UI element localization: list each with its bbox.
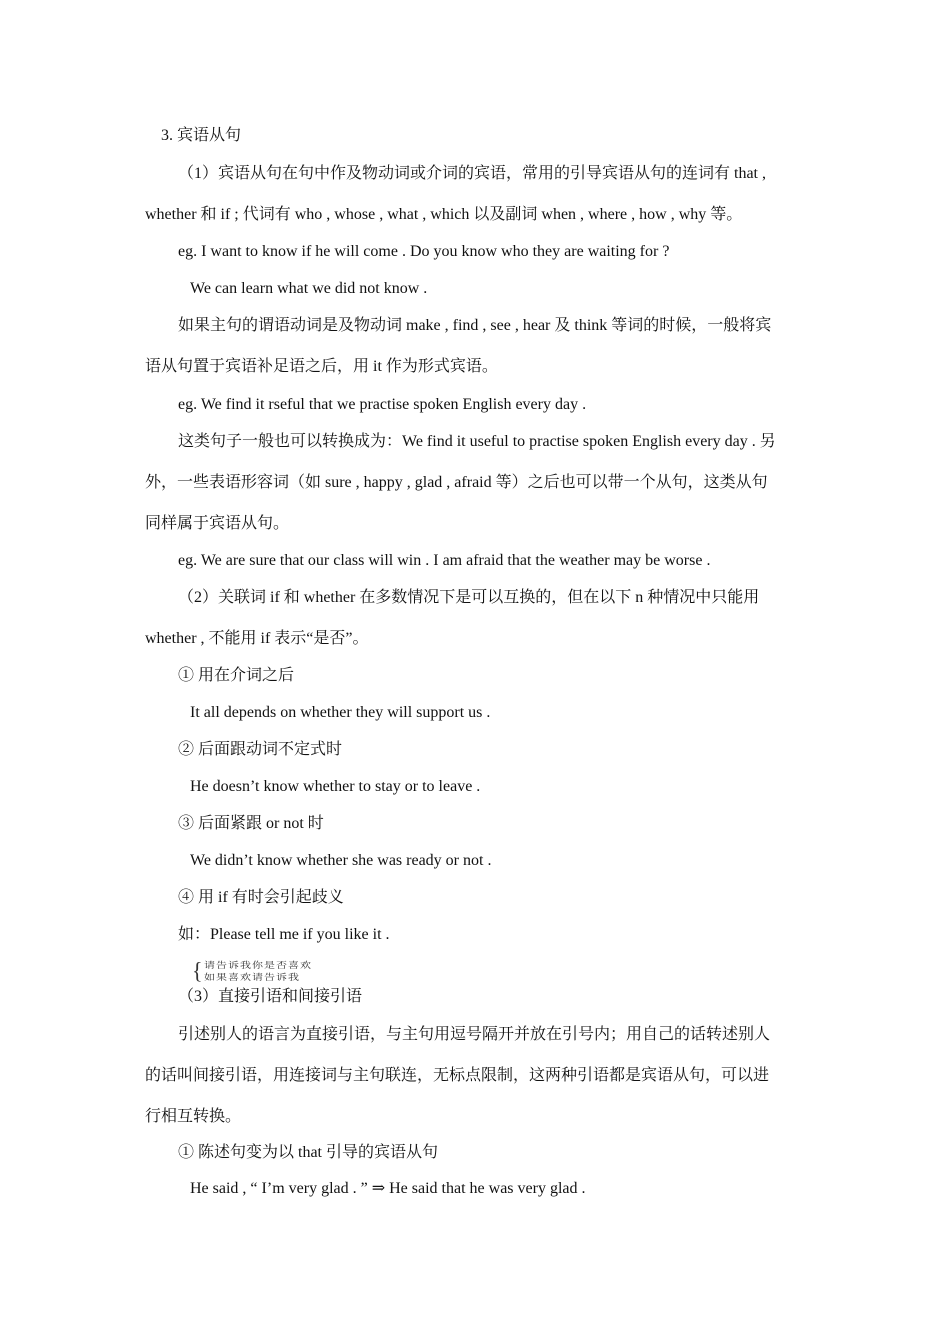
list-item-heading: ① 用在介词之后 <box>178 667 295 684</box>
paragraph-line: 同样属于宾语从句。 <box>145 515 290 532</box>
example-line: We can learn what we did not know . <box>190 280 428 297</box>
list-item-heading: ④ 用 if 有时会引起歧义 <box>178 889 344 906</box>
paragraph-line: 的话叫间接引语，用连接词与主句联连，无标点限制，这两种引语都是宾语从句，可以进 <box>145 1067 770 1084</box>
paragraph-line: 语从句置于宾语补足语之后，用 it 作为形式宾语。 <box>145 358 498 375</box>
example-line: It all depends on whether they will support us . <box>190 704 491 721</box>
paragraph-line: whether , 不能用 if 表示“是否”。 <box>145 630 369 647</box>
paragraph-line: 外，一些表语形容词（如 sure , happy , glad , afraid 等）之后也可以带一个从句，这类从句 <box>145 474 768 491</box>
section-heading: （3）直接引语和间接引语 <box>178 988 363 1005</box>
paragraph-line: （1）宾语从句在句中作及物动词或介词的宾语，常用的引导宾语从句的连词有 that , <box>178 165 766 182</box>
section-heading: 3. 宾语从句 <box>161 127 242 144</box>
example-line: 如：Please tell me if you like it . <box>178 926 390 943</box>
list-item-heading: ① 陈述句变为以 that 引导的宾语从句 <box>178 1144 438 1161</box>
example-line: He doesn’t know whether to stay or to leave . <box>190 778 481 795</box>
example-line: eg. We are sure that our class will win . I am afraid that the weather may be worse . <box>178 552 711 569</box>
example-line: eg. I want to know if he will come . Do you know who they are waiting for ? <box>178 243 670 260</box>
paragraph-line: 如果主句的谓语动词是及物动词 make , find , see , hear 及 think 等词的时候，一般将宾 <box>178 317 772 334</box>
paragraph-line: 引述别人的语言为直接引语，与主句用逗号隔开并放在引号内；用自己的话转述别人 <box>178 1026 771 1043</box>
paragraph-line: 行相互转换。 <box>145 1108 242 1125</box>
brace-note-line: 请告诉我你是否喜欢 <box>204 961 312 971</box>
brace-note-line: 如果喜欢请告诉我 <box>204 973 300 983</box>
paragraph-line: （2）关联词 if 和 whether 在多数情况下是可以互换的，但在以下 n 种情况中只能用 <box>178 589 760 606</box>
example-line: We didn’t know whether she was ready or not . <box>190 852 492 869</box>
example-line: eg. We find it rseful that we practise spoken English every day . <box>178 396 587 413</box>
paragraph-line: 这类句子一般也可以转换成为：We find it useful to practise spoken English every day . 另 <box>178 433 776 450</box>
example-line: He said , “ I’m very glad . ” ⇒ He said that he was very glad . <box>190 1180 586 1197</box>
brace-symbol: { <box>192 957 203 984</box>
list-item-heading: ③ 后面紧跟 or not 时 <box>178 815 324 832</box>
paragraph-line: whether 和 if ; 代词有 who , whose , what , which 以及副词 when , where , how , why 等。 <box>145 206 743 223</box>
list-item-heading: ② 后面跟动词不定式时 <box>178 741 343 758</box>
brace-annotation <box>192 958 402 986</box>
